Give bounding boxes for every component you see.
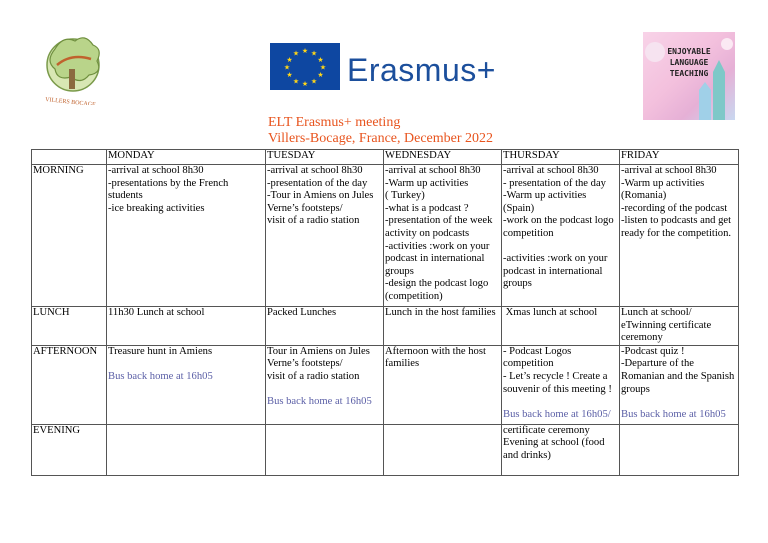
activity-line: -design the podcast logo (competition)	[385, 278, 491, 302]
erasmus-label: Erasmus+	[347, 52, 496, 88]
header-corner-cell	[32, 150, 107, 165]
elt-badge-text: ENJOYABLE LANGUAGE TEACHING	[667, 47, 711, 78]
activity-line: - Podcast Logos competition	[503, 345, 574, 370]
svg-text:★: ★	[317, 71, 324, 79]
cell-evening-thursday	[502, 424, 620, 475]
row-label-lunch: LUNCH	[32, 307, 107, 346]
svg-text:★: ★	[301, 47, 309, 55]
eu-flag-icon	[270, 43, 340, 90]
bus-departure-note: Bus back home at 16h05	[267, 396, 372, 408]
activity-line: -Warm up activities	[385, 177, 469, 189]
activity-line: 11h30 Lunch at school	[108, 307, 205, 318]
activity-line: -arrival at school 8h30	[621, 165, 717, 176]
day-header-monday: MONDAY	[107, 150, 266, 165]
school-logo	[33, 29, 117, 105]
cell-afternoon-monday	[107, 345, 266, 424]
activity-line: -activities :work on your podcast in international groups	[503, 253, 611, 290]
svg-text:★: ★	[310, 49, 318, 58]
activity-line: -presentation of the week activity on podcasts	[385, 215, 496, 239]
meeting-heading	[268, 115, 493, 147]
activity-line: -ice breaking activities	[108, 202, 205, 214]
activity-line: Afternoon with the host families	[385, 345, 489, 370]
activity-line: eTwinning certificate ceremony	[621, 319, 714, 344]
svg-text:★: ★	[310, 77, 318, 86]
elt-badge-logo	[643, 32, 735, 120]
schedule-row-afternoon	[32, 345, 739, 424]
activity-line: -Warm up activities	[503, 190, 587, 202]
activity-line: (Spain)	[503, 202, 535, 214]
header-row	[32, 150, 739, 165]
activity-line	[503, 396, 618, 409]
day-header-thursday: THURSDAY	[502, 150, 620, 165]
activity-line: -Warm up activities	[621, 177, 705, 189]
cell-morning-friday	[620, 165, 739, 307]
schedule-row-morning	[32, 165, 739, 307]
activity-line: visit of a radio station	[267, 370, 360, 382]
activity-line: - presentation of the day	[503, 177, 606, 189]
schedule-table	[31, 149, 739, 476]
cell-lunch-monday	[107, 307, 266, 346]
svg-text:★: ★	[292, 77, 300, 86]
activity-line: Lunch in the host families	[385, 307, 496, 318]
activity-line: -arrival at school 8h30	[108, 165, 204, 176]
bus-departure-note: Bus back home at 16h05/	[503, 408, 611, 420]
activity-line: -Podcast quiz !	[621, 345, 685, 357]
cell-afternoon-friday	[620, 345, 739, 424]
activity-line: - Let’s recycle ! Create a souvenir of this meeting !	[503, 370, 612, 395]
activity-line: (Romania)	[621, 190, 667, 202]
svg-text:★: ★	[292, 49, 300, 58]
svg-text:VILLERS BOCAGE: VILLERS BOCAGE	[44, 97, 96, 105]
cell-evening-friday	[620, 424, 739, 475]
activity-line	[503, 241, 618, 254]
day-header-friday: FRIDAY	[620, 150, 739, 165]
schedule-row-lunch	[32, 307, 739, 346]
svg-text:★: ★	[286, 56, 293, 64]
activity-line: -arrival at school 8h30	[385, 165, 481, 176]
activity-line: -recording of the podcast	[621, 202, 728, 214]
activity-line: Xmas lunch at school	[503, 307, 598, 318]
cell-afternoon-thursday	[502, 345, 620, 424]
activity-line: -presentations by the French students	[108, 177, 231, 202]
svg-text:★: ★	[317, 56, 324, 64]
cell-morning-monday	[107, 165, 266, 307]
day-header-wednesday: WEDNESDAY	[384, 150, 502, 165]
cell-lunch-wednesday	[384, 307, 502, 346]
cell-evening-monday	[107, 424, 266, 475]
activity-line: Packed Lunches	[267, 307, 337, 318]
activity-line: -Departure of the Romanian and the Spanish groups	[621, 358, 737, 395]
cell-evening-tuesday	[266, 424, 384, 475]
activity-line: -arrival at school 8h30	[503, 165, 599, 176]
activity-line	[621, 396, 737, 409]
activity-line	[267, 384, 382, 397]
cell-lunch-tuesday	[266, 307, 384, 346]
activity-line: -listen to podcasts and get ready for the competition.	[621, 215, 734, 239]
cell-afternoon-wednesday	[384, 345, 502, 424]
cell-evening-wednesday	[384, 424, 502, 475]
svg-text:★: ★	[286, 71, 293, 79]
activity-line: -what is a podcast ?	[385, 202, 469, 214]
activity-line: -work on the podcast logo competition	[503, 215, 617, 239]
row-label-evening: EVENING	[32, 424, 107, 475]
row-label-afternoon: AFTERNOON	[32, 345, 107, 424]
meeting-title: ELT Erasmus+ meeting	[268, 115, 401, 130]
activity-line: Evening at school (food and drinks)	[503, 437, 608, 461]
erasmus-plus-logo	[270, 43, 502, 93]
activity-line: ( Turkey)	[385, 190, 425, 202]
cell-morning-wednesday	[384, 165, 502, 307]
cell-morning-tuesday	[266, 165, 384, 307]
activity-line: Tour in Amiens on Jules Verne’s footsteps/	[267, 345, 373, 370]
activity-line: -Tour in Amiens on Jules Verne’s footsteps/	[267, 190, 376, 214]
svg-text:★: ★	[283, 63, 291, 72]
cell-lunch-thursday	[502, 307, 620, 346]
activity-line: -activities :work on your podcast in international groups	[385, 240, 493, 277]
activity-line: -presentation of the day	[267, 177, 368, 189]
cell-lunch-friday	[620, 307, 739, 346]
activity-line	[108, 358, 264, 371]
svg-text:★: ★	[301, 80, 309, 88]
activity-line: visit of a radio station	[267, 215, 360, 227]
day-header-tuesday: TUESDAY	[266, 150, 384, 165]
cell-morning-thursday	[502, 165, 620, 307]
schedule-row-evening	[32, 424, 739, 475]
meeting-location-date: Villers-Bocage, France, December 2022	[268, 131, 494, 146]
schedule-body	[32, 150, 739, 476]
cell-afternoon-tuesday	[266, 345, 384, 424]
svg-text:★: ★	[319, 63, 327, 72]
row-label-morning: MORNING	[32, 165, 107, 307]
bus-departure-note: Bus back home at 16h05	[108, 370, 213, 382]
activity-line: certificate ceremony	[503, 424, 590, 436]
activity-line: Lunch at school/	[621, 307, 692, 318]
bus-departure-note: Bus back home at 16h05	[621, 408, 726, 420]
activity-line: -arrival at school 8h30	[267, 165, 363, 176]
activity-line: Treasure hunt in Amiens	[108, 345, 213, 357]
